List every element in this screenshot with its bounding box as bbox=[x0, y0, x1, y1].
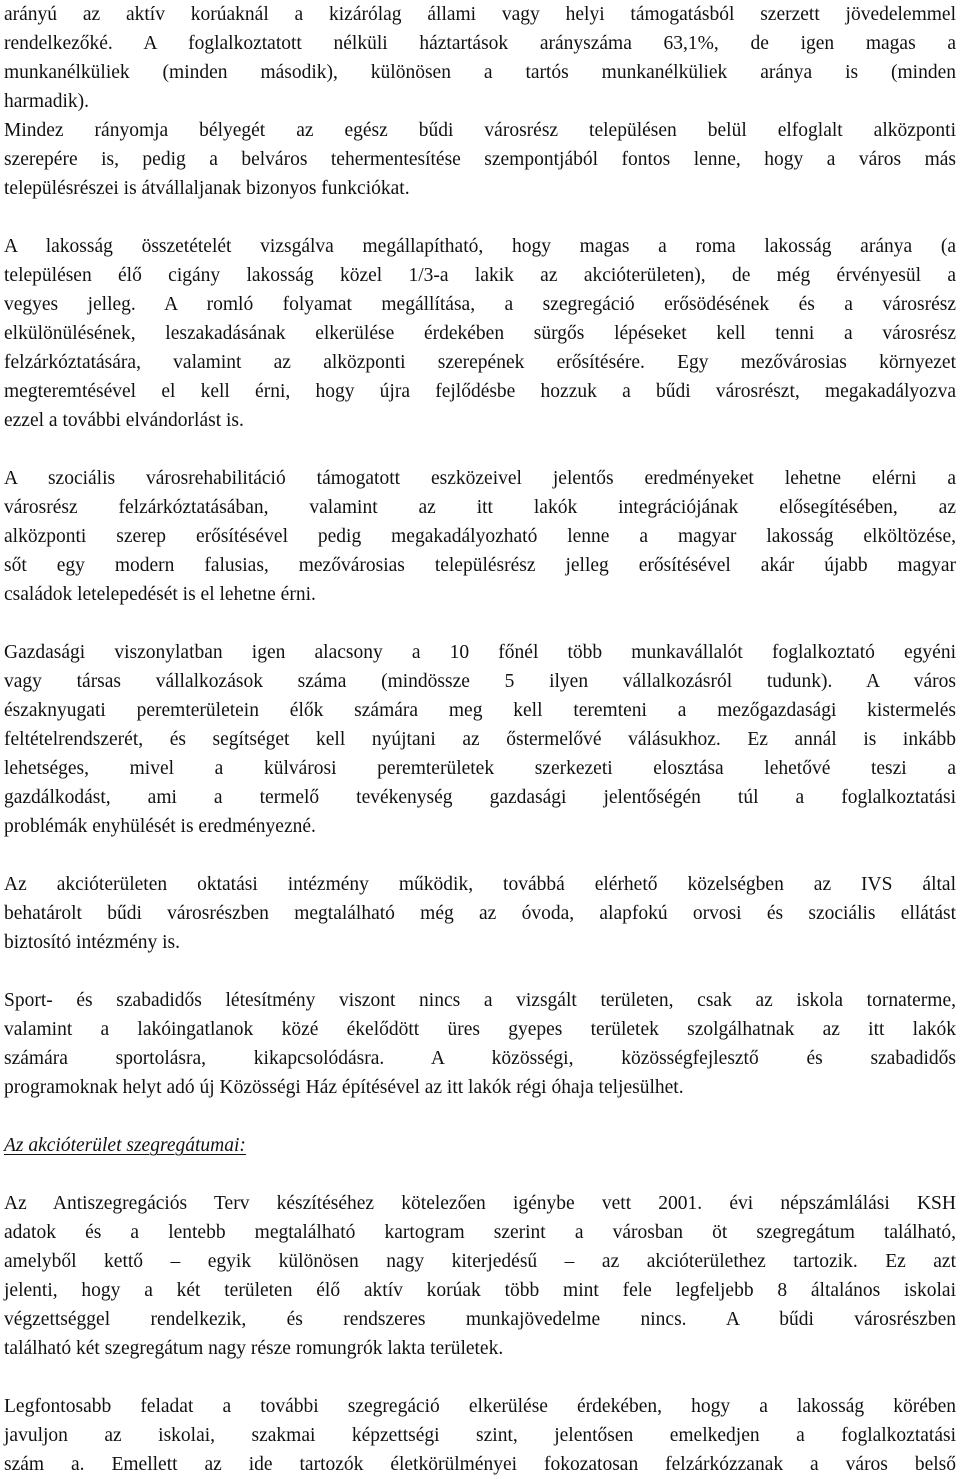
text-line: problémák enyhülését is eredményezné. bbox=[4, 816, 316, 837]
paragraph-6 bbox=[4, 870, 956, 957]
paragraph-gap bbox=[4, 1102, 956, 1131]
text-line: elkülönülésének, leszakadásának elkerülése érdekében sürgős lépéseket kell tenni a városrész bbox=[4, 323, 956, 344]
paragraph-1 bbox=[4, 0, 956, 116]
text-line: Az akcióterületen oktatási intézmény működik, továbbá elérhető közelségben az IVS által bbox=[4, 874, 956, 895]
text-line: harmadik). bbox=[4, 91, 90, 112]
text-line: vagy társas vállalkozások száma (mindössze 5 ilyen vállalkozásról tudunk). A város bbox=[4, 671, 956, 692]
paragraph-9 bbox=[4, 1392, 956, 1479]
paragraph-gap bbox=[4, 841, 956, 870]
paragraph-gap bbox=[4, 609, 956, 638]
text-line: található két szegregátum nagy része romungrók lakta területek. bbox=[4, 1338, 504, 1359]
text-line: végzettséggel rendelkezik, és rendszeres munkajövedelme nincs. A bűdi városrészben bbox=[4, 1309, 956, 1330]
text-line: Legfontosabb feladat a további szegregáció elkerülése érdekében, hogy a lakosság körében bbox=[4, 1396, 956, 1417]
text-line: gazdálkodást, ami a termelő tevékenység gazdasági jelentőségén túl a foglalkoztatási bbox=[4, 787, 956, 808]
text-line: Gazdasági viszonylatban igen alacsony a 10 főnél több munkavállalót foglalkoztató egyéni bbox=[4, 642, 956, 663]
text-line: biztosító intézmény is. bbox=[4, 932, 181, 953]
text-line: szerepére is, pedig a belváros tehermentesítése szempontjából fontos lenne, hogy a város más bbox=[4, 149, 956, 170]
text-line: behatárolt bűdi városrészben megtalálható még az óvoda, alapfokú orvosi és szociális ellátást bbox=[4, 903, 956, 924]
text-line: Az Antiszegregációs Terv készítéséhez kötelezően igénybe vett 2001. évi népszámlálási KSH bbox=[4, 1193, 956, 1214]
text-line: adatok és a lentebb megtalálható kartogram szerint a városban öt szegregátum található, bbox=[4, 1222, 956, 1243]
paragraph-2 bbox=[4, 116, 956, 203]
text-line: A szociális városrehabilitáció támogatott eszközeivel jelentős eredményeket lehetne elérni a bbox=[4, 468, 956, 489]
text-line: arányú az aktív korúaknál a kizárólag állami vagy helyi támogatásból szerzett jövedelemmel bbox=[4, 4, 956, 25]
text-line: Sport- és szabadidős létesítmény viszont nincs a vizsgált területen, csak az iskola tornaterme, bbox=[4, 990, 956, 1011]
paragraph-5 bbox=[4, 638, 956, 841]
paragraph-gap bbox=[4, 1160, 956, 1189]
paragraph-gap bbox=[4, 957, 956, 986]
text-line: A lakosság összetételét vizsgálva megállapítható, hogy magas a roma lakosság aránya (a bbox=[4, 236, 956, 257]
text-line: lehetséges, mivel a külvárosi peremterületek szerkezeti elosztása lehetővé teszi a bbox=[4, 758, 956, 779]
text-line: amelyből kettő – egyik különösen nagy kiterjedésű – az akcióterülethez tartozik. Ez azt bbox=[4, 1251, 956, 1272]
paragraph-gap bbox=[4, 1363, 956, 1392]
text-line: jelenti, hogy a két területen élő aktív korúak több mint fele legfeljebb 8 általános iskolai bbox=[4, 1280, 956, 1301]
text-line: valamint a lakóingatlanok közé ékelődött üres gyepes területek szolgálhatnak az itt lakók bbox=[4, 1019, 956, 1040]
text-line: munkanélküliek (minden második), különösen a tartós munkanélküliek aránya is (minden bbox=[4, 62, 956, 83]
text-line: szám a. Emellett az ide tartozók életkörülményei fokozatosan felzárkózzanak a város belső bbox=[4, 1454, 956, 1475]
text-line: megteremtésével el kell érni, hogy újra fejlődésbe hozzuk a bűdi városrészt, megakadályozva bbox=[4, 381, 956, 402]
paragraph-8 bbox=[4, 1189, 956, 1363]
paragraph-gap bbox=[4, 203, 956, 232]
text-line: számára sportolásra, kikapcsolódásra. A közösségi, közösségfejlesztő és szabadidős bbox=[4, 1048, 956, 1069]
text-line: sőt egy modern falusias, mezővárosias településrész jelleg erősítésével akár újabb magyar bbox=[4, 555, 956, 576]
text-line: alközponti szerep erősítésével pedig megakadályozható lenne a magyar lakosság elköltözése, bbox=[4, 526, 956, 547]
section-heading: Az akcióterület szegregátumai: bbox=[4, 1135, 246, 1156]
text-line: programoknak helyt adó új Közösségi Ház építésével az itt lakók régi óhaja teljesülhet. bbox=[4, 1077, 684, 1098]
text-line: ezzel a további elvándorlást is. bbox=[4, 410, 244, 431]
paragraph-gap bbox=[4, 435, 956, 464]
text-line: feltételrendszerét, és segítséget kell nyújtani az őstermelővé válásukhoz. Ez annál is inkább bbox=[4, 729, 956, 750]
paragraph-7 bbox=[4, 986, 956, 1102]
text-line: felzárkóztatására, valamint az alközponti szerepének erősítésére. Egy mezővárosias környezet bbox=[4, 352, 956, 373]
text-line: településen élő cigány lakosság közel 1/3-a lakik az akcióterületen), de még érvényesül a bbox=[4, 265, 956, 286]
paragraph-3 bbox=[4, 232, 956, 435]
text-line: vegyes jelleg. A romló folyamat megállítása, a szegregáció erősödésének és a városrész bbox=[4, 294, 956, 315]
text-line: javuljon az iskolai, szakmai képzettségi szint, jelentősen emelkedjen a foglalkoztatási bbox=[4, 1425, 956, 1446]
text-line: Mindez rányomja bélyegét az egész bűdi városrész településen belül elfoglalt alközponti bbox=[4, 120, 956, 141]
text-line: városrész felzárkóztatásában, valamint az itt lakók integrációjának elősegítésében, az bbox=[4, 497, 956, 518]
text-line: családok letelepedését is el lehetne érni. bbox=[4, 584, 316, 605]
text-line: településrészei is átvállaljanak bizonyos funkciókat. bbox=[4, 178, 410, 199]
text-line: rendelkezőké. A foglalkoztatott nélküli háztartások arányszáma 63,1%, de igen magas a bbox=[4, 33, 956, 54]
paragraph-4 bbox=[4, 464, 956, 609]
text-line: északnyugati peremterületein élők számára meg kell teremteni a mezőgazdasági kistermelés bbox=[4, 700, 956, 721]
